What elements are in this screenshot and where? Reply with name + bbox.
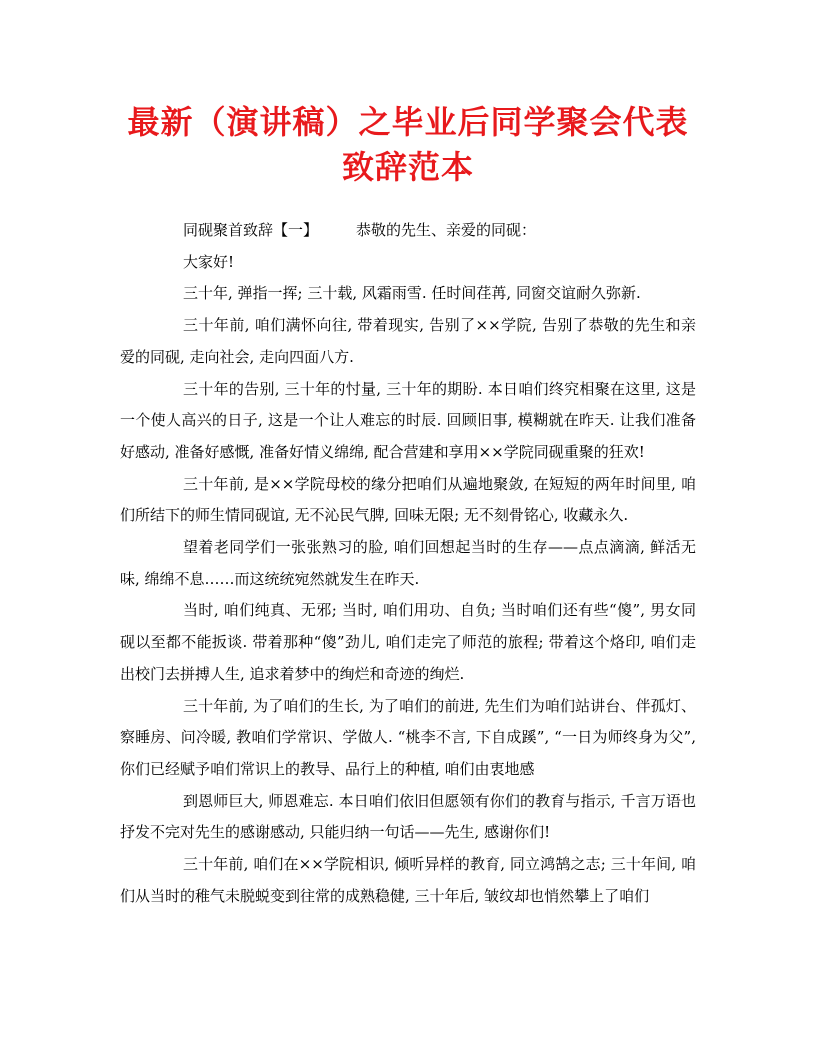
- title-line-2: 致辞范本: [341, 148, 474, 186]
- section-heading: 同砚聚首致辞【一】: [183, 221, 319, 239]
- paragraph: 三十年前, 为了咱们的生长, 为了咱们的前进, 先生们为咱们站讲台、伴孤灯、察睡房、问冷暖, 教咱们学常识、学做人. “桃李不言, 下自成蹊”, “一日为师终身为父”, 你们已经赋予咱们常识上的教导、品行上的种植, 咱们由衷地感: [120, 696, 696, 778]
- opening-line: [120, 215, 696, 247]
- paragraph: 三十年前, 是××学院母校的缘分把咱们从遍地聚敛, 在短短的两年时间里, 咱们所结下的师生情同砚谊, 无不沁民气脾, 回味无限; 无不刻骨铭心, 收藏永久.: [120, 474, 696, 525]
- document-title: [100, 100, 716, 190]
- paragraph: 当时, 咱们纯真、无邪; 当时, 咱们用功、自负; 当时咱们还有些“傻”, 男女同砚以至都不能扳谈. 带着那种“傻”劲儿, 咱们走完了师范的旅程; 带着这个烙印, 咱们走出校门去拼搏人生, 追求着梦中的绚烂和奇迹的绚烂.: [120, 601, 696, 683]
- document-body: [120, 215, 696, 912]
- title-line-1: 最新（演讲稿）之毕业后同学聚会代表: [127, 103, 689, 141]
- paragraph: 三十年, 弹指一挥; 三十载, 风霜雨雪. 任时间荏苒, 同窗交谊耐久弥新.: [183, 284, 641, 303]
- paragraph: 到恩师巨大, 师恩难忘. 本日咱们依旧但愿领有你们的教育与指示, 千言万语也抒发不完对先生的感谢感动, 只能归纳一句话——先生, 感谢你们!: [120, 791, 696, 842]
- greeting: 恭敬的先生、亲爱的同砚：: [356, 221, 537, 239]
- paragraph: 三十年前, 咱们满怀向往, 带着现实, 告别了××学院, 告别了恭敬的先生和亲爱的同砚, 走向社会, 走向四面八方.: [120, 316, 696, 366]
- paragraph: 三十年的告别, 三十年的忖量, 三十年的期盼. 本日咱们终究相聚在这里, 这是一个使人高兴的日子, 这是一个让人难忘的时辰. 回顾旧事, 模糊就在昨天. 让我们准备好感动, 准备好感慨, 准备好情义绵绵, 配合营建和享用××学院同砚重聚的狂欢!: [120, 379, 696, 461]
- paragraph: 三十年前, 咱们在××学院相识, 倾听异样的教育, 同立鸿鹄之志; 三十年间, 咱们从当时的稚气未脱蜕变到往常的成熟稳健, 三十年后, 皱纹却也悄然攀上了咱们: [120, 855, 696, 905]
- paragraph: 大家好!: [183, 252, 235, 271]
- paragraph: 望着老同学们一张张熟习的脸, 咱们回想起当时的生存——点点滴滴, 鲜活无味, 绵绵不息……而这统统宛然就发生在昨天.: [120, 538, 696, 588]
